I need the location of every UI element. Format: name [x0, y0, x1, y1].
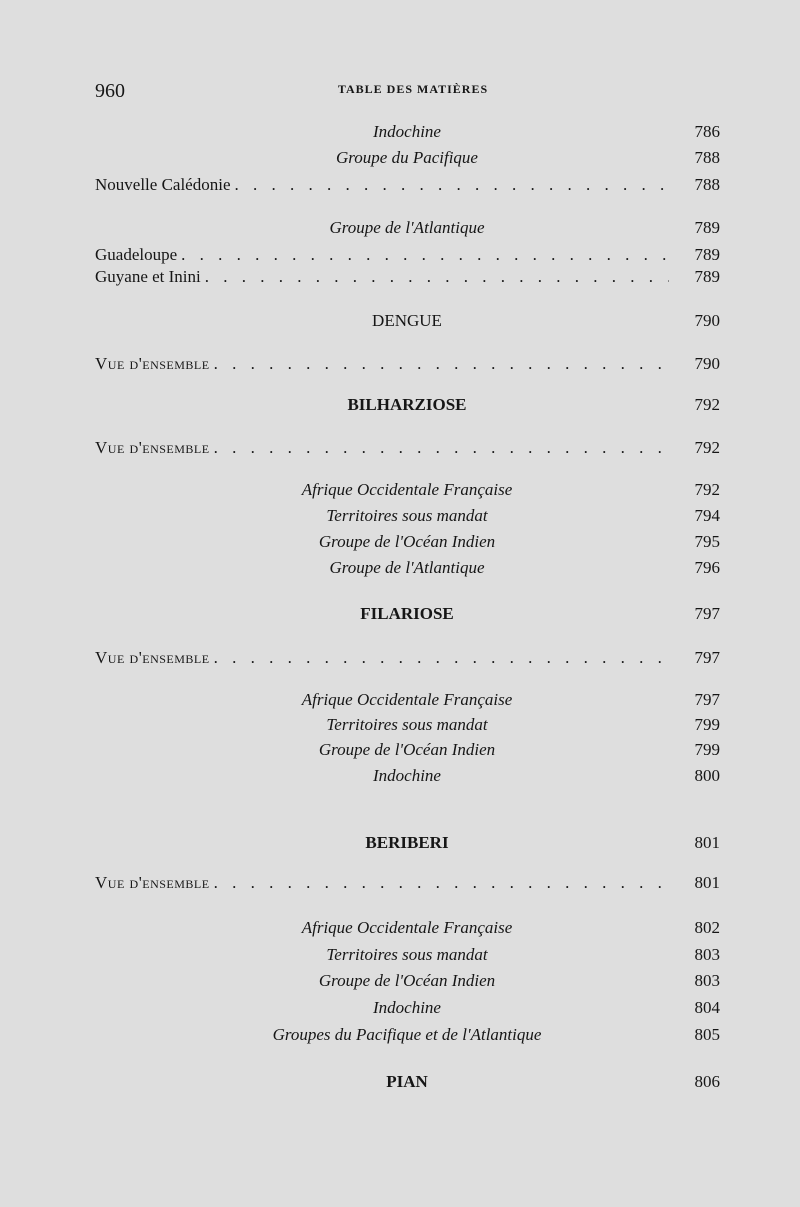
toc-page-number: 788	[694, 175, 720, 194]
toc-page-number: 790	[694, 354, 720, 373]
toc-subentry-label: Afrique Occidentale Française	[301, 480, 513, 499]
page-number: 960	[95, 80, 125, 102]
toc-dotted-entry	[95, 245, 669, 265]
toc-subentry-label: Groupes du Pacifique et de l'Atlantique	[272, 1025, 542, 1044]
toc-page-number: 806	[694, 1072, 720, 1091]
leader-dots	[214, 873, 669, 893]
section-heading: BERIBERI	[365, 833, 449, 852]
toc-page-number: 797	[694, 648, 720, 667]
toc-entry-label: Vue d'ensemble	[95, 354, 210, 373]
toc-entry-label: Vue d'ensemble	[95, 873, 210, 892]
toc-page-number: 800	[694, 766, 720, 785]
toc-dotted-entry	[95, 175, 669, 195]
toc-dotted-entry	[95, 267, 669, 287]
section-heading: DENGUE	[372, 311, 442, 330]
leader-dots	[214, 354, 669, 374]
toc-page-number: 792	[694, 480, 720, 499]
toc-page-number: 788	[694, 148, 720, 167]
toc-page-number: 789	[694, 218, 720, 237]
toc-subentry-label: Afrique Occidentale Française	[301, 690, 513, 709]
toc-dotted-entry	[95, 873, 669, 893]
toc-page-number: 792	[694, 395, 720, 414]
toc-page-number: 804	[694, 998, 720, 1017]
toc-page-number: 786	[694, 122, 720, 141]
toc-entry-label: Guyane et Inini	[95, 267, 201, 286]
toc-entry-label: Nouvelle Calédonie	[95, 175, 231, 194]
toc-page-number: 797	[694, 690, 720, 709]
toc-page-number: 790	[694, 311, 720, 330]
toc-page-number: 794	[694, 506, 720, 525]
toc-subentry-label: Territoires sous mandat	[326, 506, 488, 525]
toc-subentry-label: Indochine	[373, 766, 441, 785]
toc-page-number: 799	[694, 740, 720, 759]
toc-subentry-label: Territoires sous mandat	[326, 715, 488, 734]
toc-subentry-label: Groupe de l'Océan Indien	[318, 532, 496, 551]
toc-subentry-label: Territoires sous mandat	[326, 945, 488, 964]
toc-dotted-entry	[95, 438, 669, 458]
toc-page-number: 799	[694, 715, 720, 734]
toc-subentry-label: Groupe de l'Océan Indien	[318, 971, 496, 990]
toc-subentry-label: Groupe de l'Atlantique	[329, 558, 485, 577]
section-heading: BILHARZIOSE	[347, 395, 467, 414]
toc-subentry-label: Indochine	[373, 998, 441, 1017]
toc-page-number: 789	[694, 267, 720, 286]
toc-subentry-label: Indochine	[373, 122, 441, 141]
leader-dots	[214, 438, 669, 458]
toc-page-number: 797	[694, 604, 720, 623]
toc-entry-label: Guadeloupe	[95, 245, 178, 264]
toc-page-number: 792	[694, 438, 720, 457]
toc-entry-label: Vue d'ensemble	[95, 438, 210, 457]
toc-page-number: 803	[694, 945, 720, 964]
toc-subentry-label: Afrique Occidentale Française	[301, 918, 513, 937]
toc-subentry-label: Groupe de l'Océan Indien	[318, 740, 496, 759]
section-heading: FILARIOSE	[360, 604, 454, 623]
toc-page-number: 796	[694, 558, 720, 577]
toc-entry-label: Vue d'ensemble	[95, 648, 210, 667]
leader-dots	[214, 648, 669, 668]
toc-page-number: 803	[694, 971, 720, 990]
leader-dots	[181, 245, 669, 265]
toc-page-number: 805	[694, 1025, 720, 1044]
leader-dots	[205, 267, 669, 287]
toc-subentry-label: Groupe du Pacifique	[336, 148, 478, 167]
leader-dots	[235, 175, 670, 195]
toc-dotted-entry	[95, 648, 669, 668]
section-heading: PIAN	[386, 1072, 428, 1091]
toc-dotted-entry	[95, 354, 669, 374]
toc-page-number: 795	[694, 532, 720, 551]
toc-page-number: 802	[694, 918, 720, 937]
toc-page-number: 801	[694, 873, 720, 892]
toc-page-number: 801	[694, 833, 720, 852]
toc-subentry-label: Groupe de l'Atlantique	[329, 218, 485, 237]
toc-page-number: 789	[694, 245, 720, 264]
running-title: TABLE DES MATIÈRES	[337, 82, 489, 96]
